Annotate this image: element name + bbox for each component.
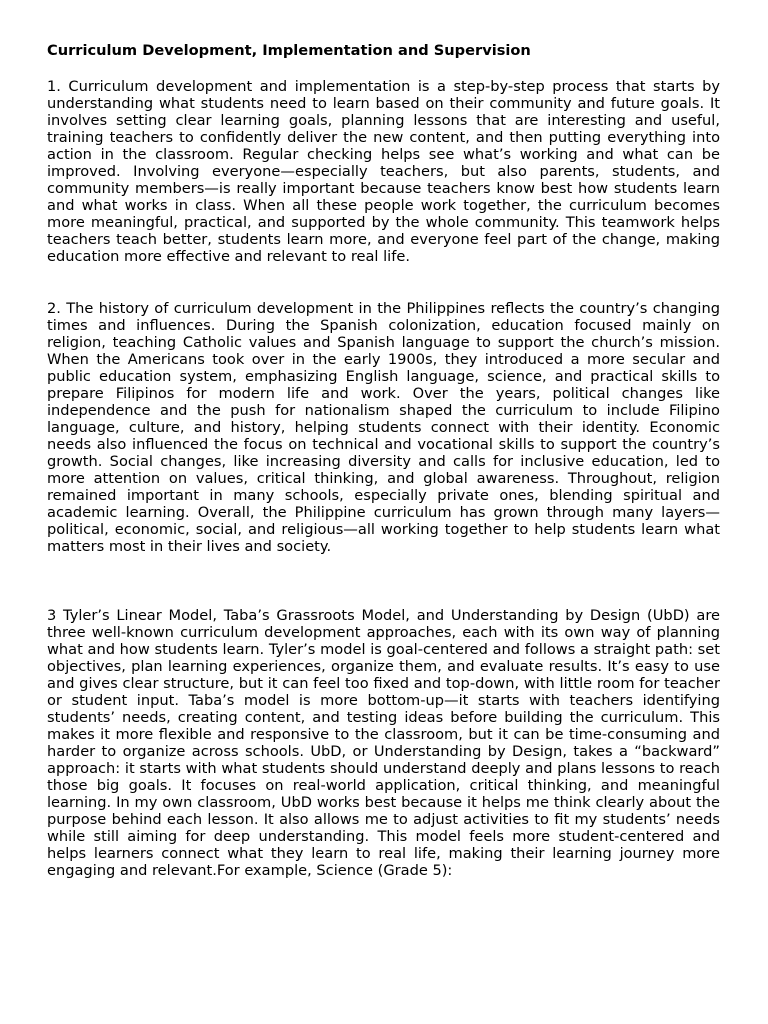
document-title: Curriculum Development, Implementation and Supervision (47, 42, 531, 59)
document-page (47, 42, 720, 879)
paragraph-curriculum-models: 3 Tyler’s Linear Model, Taba’s Grassroots Model, and Understanding by Design (UbD) are three well-known curriculum development approaches, each with its own way of planning what and how students learn. Tyler’s model is goal-centered and follows a straight path: set objectives, plan learning experiences, organize them, and evaluate results. It’s easy to use and gives clear structure, but it can feel too fixed and top-down, with little room for teacher or student input. Taba’s model is more bottom-up—it starts with teachers identifying students’ needs, creating content, and testing ideas before building the curriculum. This makes it more flexible and responsive to the classroom, but it can be time-consuming and harder to organize across schools. UbD, or Understanding by Design, takes a “backward” approach: it starts with what students should understand deeply and plans lessons to reach those big goals. It focuses on real-world application, critical thinking, and meaningful learning. In my own classroom, UbD works best because it helps me think clearly about the purpose behind each lesson. It also allows me to adjust activities to fit my students’ needs while still aiming for deep understanding. This model feels more student-centered and helps learners connect what they learn to real life, making their learning journey more engaging and relevant.For example, Science (Grade 5): (47, 607, 720, 879)
paragraph-philippine-history: 2. The history of curriculum development in the Philippines reflects the country’s changing times and influences. During the Spanish colonization, education focused mainly on religion, teaching Catholic values and Spanish language to support the church’s mission. When the Americans took over in the early 1900s, they introduced a more secular and public education system, emphasizing English language, science, and practical skills to prepare Filipinos for modern life and work. Over the years, political changes like independence and the push for nationalism shaped the curriculum to include Filipino language, culture, and history, helping students connect with their identity. Economic needs also influenced the focus on technical and vocational skills to support the country’s growth. Social changes, like increasing diversity and calls for inclusive education, led to more attention on values, critical thinking, and global awareness. Throughout, religion remained important in many schools, especially private ones, blending spiritual and academic learning. Overall, the Philippine curriculum has grown through many layers—political, economic, social, and religious—all working together to help students learn what matters most in their lives and society. (47, 300, 720, 555)
paragraph-curriculum-development: 1. Curriculum development and implementation is a step-by-step process that starts by understanding what students need to learn based on their community and future goals. It involves setting clear learning goals, planning lessons that are interesting and useful, training teachers to confidently deliver the new content, and then putting everything into action in the classroom. Regular checking helps see what’s working and what can be improved. Involving everyone—especially teachers, but also parents, students, and community members—is really important because teachers know best how students learn and what works in class. When all these people work together, the curriculum becomes more meaningful, practical, and supported by the whole community. This teamwork helps teachers teach better, students learn more, and everyone feel part of the change, making education more effective and relevant to real life. (47, 78, 720, 265)
